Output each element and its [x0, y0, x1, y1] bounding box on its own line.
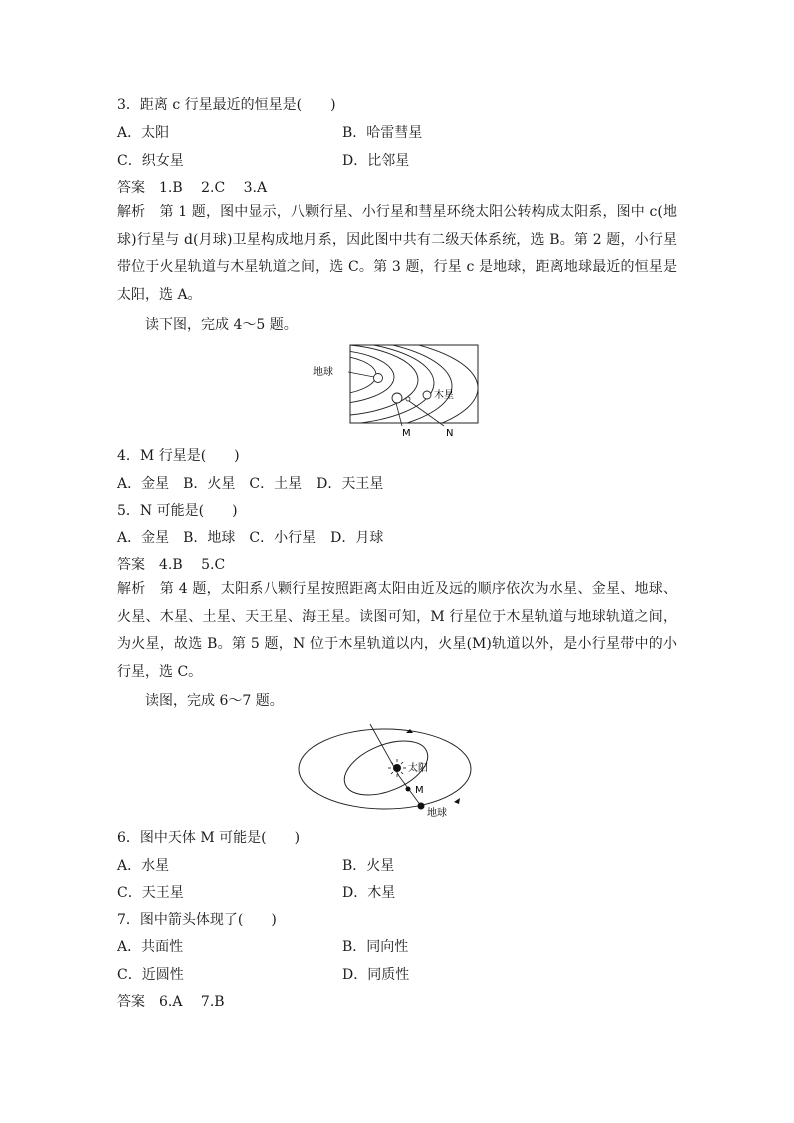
m-label: M [415, 785, 424, 796]
question-3-option-d: D．比邻星 [342, 153, 410, 169]
question-7-option-c: C．近圆性 [117, 967, 184, 983]
answer-label: 答案 [117, 180, 145, 196]
earth-planet [374, 374, 383, 383]
intro-6-7: 读图，完成 6～7 题。 [145, 693, 284, 709]
diagram-frame [350, 345, 478, 423]
orbit-diagram-2 [290, 716, 480, 822]
jupiter-label: 木星 [434, 390, 454, 401]
planet-m [392, 393, 402, 403]
question-7-option-a: A．共面性 [117, 939, 184, 955]
earth-dot [418, 803, 425, 810]
planet-m-dot [406, 787, 411, 792]
question-3-stem: 3．距离 c 行星最近的恒星是( ) [117, 97, 336, 113]
earth-label: 地球 [427, 808, 447, 819]
jupiter-planet [423, 391, 431, 399]
question-6-option-d: D．木星 [342, 885, 396, 901]
analysis-label: 解析 [117, 581, 146, 597]
answer-label: 答案 [117, 557, 145, 573]
question-7-option-b: B．同向性 [342, 939, 409, 955]
answer-block-3 [117, 993, 225, 1011]
question-4-options: A．金星 B．火星 C．土星 D．天王星 [117, 476, 384, 492]
answer-block-1 [117, 179, 267, 197]
answer-text: 6.A 7.B [159, 994, 225, 1010]
question-3-option-b: B．哈雷彗星 [342, 125, 423, 141]
analysis-text: 第 1 题，图中显示，八颗行星、小行星和彗星环绕太阳公转构成太阳系，图中 c(地球)行星与 d(月球)卫星构成地月系，因此图中共有二级天体系统，选 B。第 2 题，小行星带位于火星轨道与木星轨道之间，选 C。第 3 题，行星 c 是地球，距离地球最近的恒星是太阳，选 A。 [117, 204, 678, 303]
question-7-option-d: D．同质性 [342, 967, 410, 983]
intro-4-5: 读下图，完成 4～5 题。 [145, 317, 298, 333]
answer-label: 答案 [117, 994, 145, 1010]
analysis-block-1 [117, 199, 677, 309]
question-4-stem: 4．M 行星是( ) [117, 448, 240, 464]
question-3-option-c: C．织女星 [117, 153, 184, 169]
question-6-option-b: B．火星 [342, 858, 395, 874]
arrow-icon [454, 798, 460, 804]
question-7-stem: 7．图中箭头体现了( ) [117, 912, 277, 928]
orbit-ring [310, 344, 418, 416]
question-6-option-a: A．水星 [117, 858, 170, 874]
question-5-stem: 5．N 可能是( ) [117, 503, 238, 519]
m-label: M [402, 428, 411, 439]
body-n [406, 397, 410, 401]
question-5-options: A．金星 B．地球 C．小行星 D．月球 [117, 530, 384, 546]
analysis-label: 解析 [117, 204, 146, 220]
answer-text: 1.B 2.C 3.A [159, 180, 268, 196]
orbit-diagram-1 [310, 340, 490, 440]
sun-label: 太阳 [408, 763, 428, 774]
analysis-block-2 [117, 576, 677, 686]
answer-text: 4.B 5.C [159, 557, 226, 573]
n-label: N [446, 428, 454, 439]
earth-orbit [299, 729, 471, 809]
question-6-stem: 6．图中天体 M 可能是( ) [117, 830, 301, 846]
answer-block-2 [117, 556, 225, 574]
question-3-option-a: A．太阳 [117, 125, 170, 141]
earth-label: 地球 [313, 367, 333, 378]
question-6-option-c: C．天王星 [117, 885, 184, 901]
analysis-text: 第 4 题，太阳系八颗行星按照距离太阳由近及远的顺序依次为水星、金星、地球、火星、木星、土星、天王星、海王星。读图可知，M 行星位于木星轨道与地球轨道之间，为火星，故选 B。第 5 题，N 位于木星轨道以内，火星(M)轨道以外，是小行星带中的小行星，选 C。 [117, 581, 678, 680]
